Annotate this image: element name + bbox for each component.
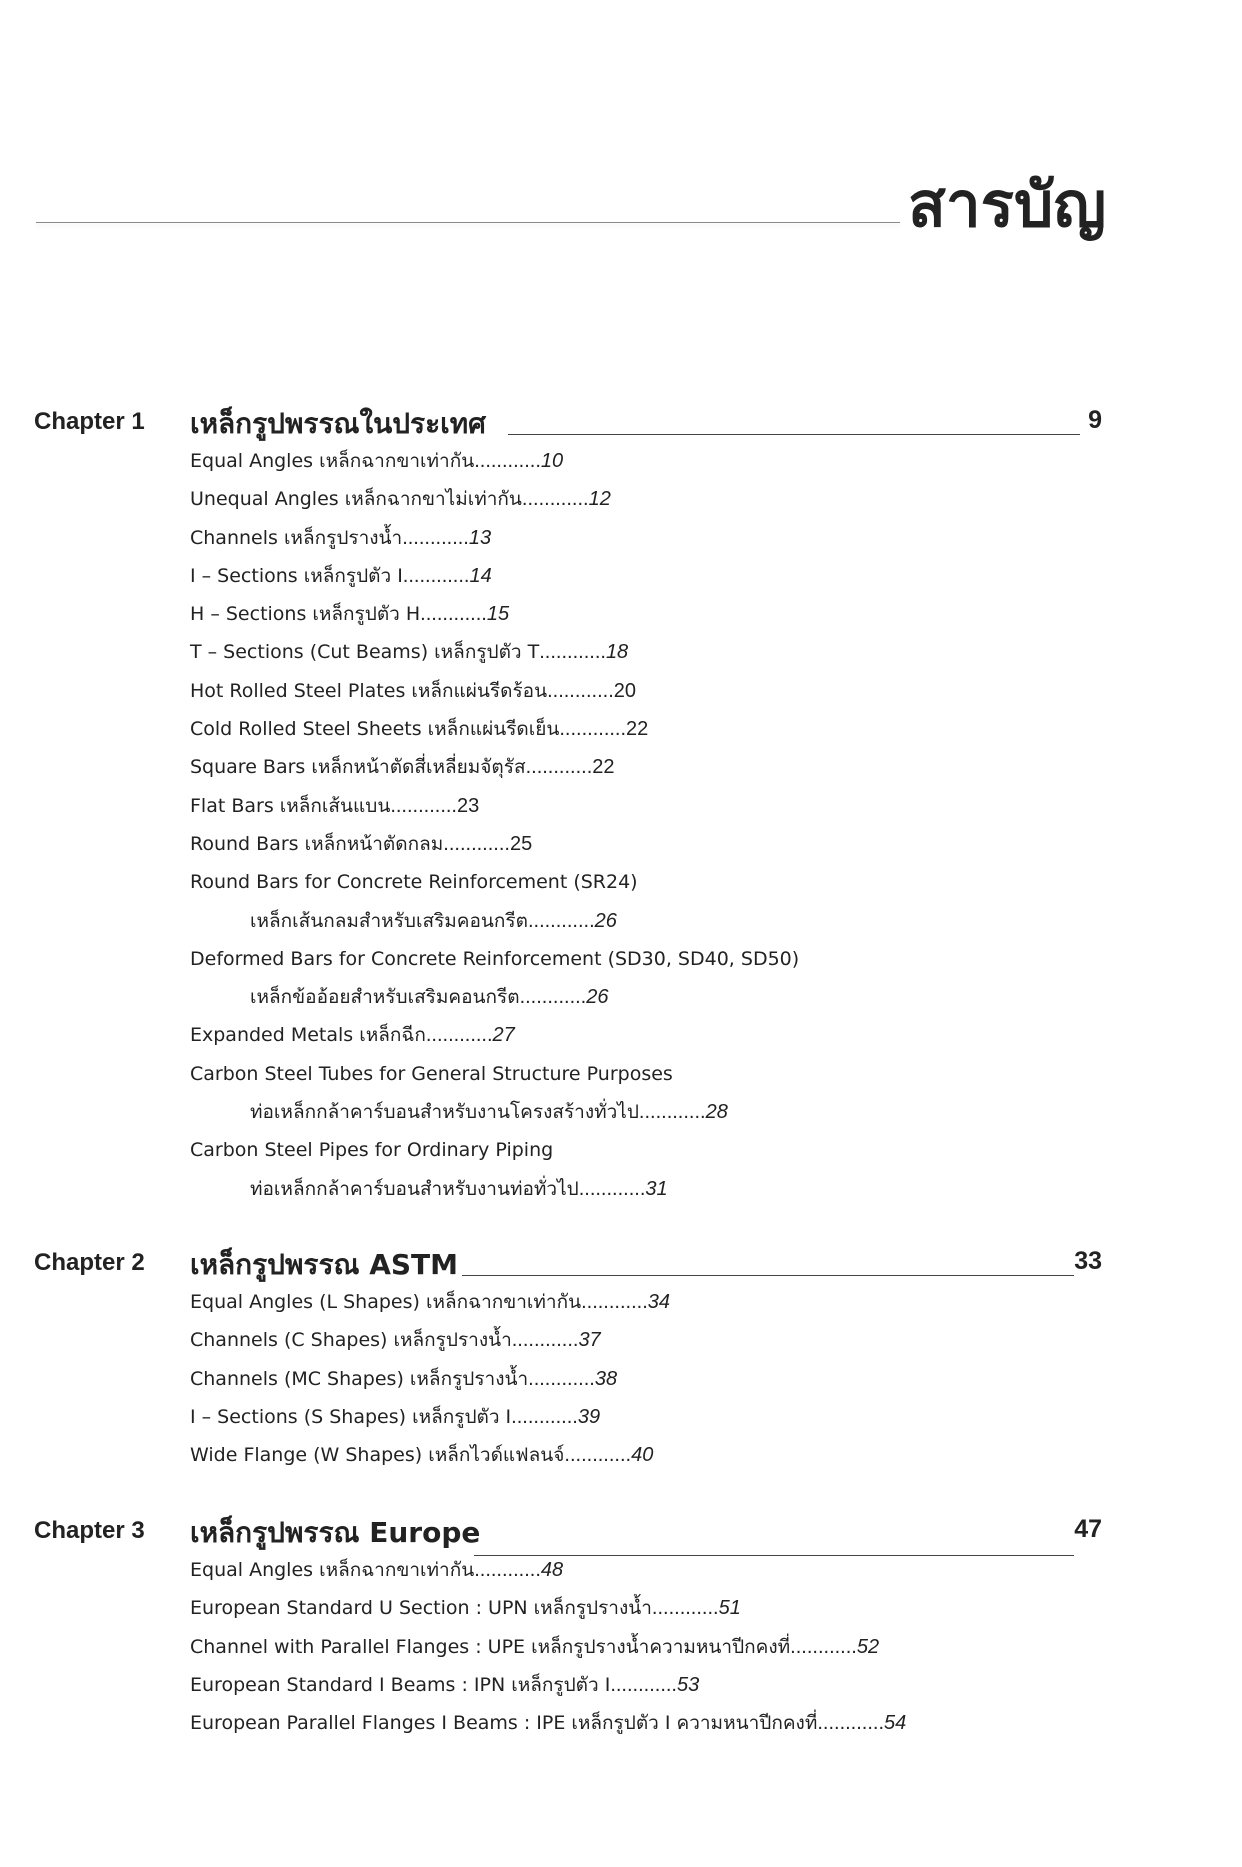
- toc-entry-leader: ............: [817, 1712, 885, 1735]
- toc-entry-leader: ............: [402, 564, 470, 587]
- toc-entry[interactable]: [190, 672, 1242, 710]
- toc-entry-page: 14: [469, 564, 492, 587]
- toc-entry[interactable]: [190, 633, 1242, 671]
- toc-entry-page: 27: [492, 1024, 515, 1047]
- toc-entry[interactable]: [190, 748, 1242, 786]
- toc-entry-leader: ............: [425, 1024, 493, 1047]
- toc-entry-leader: ............: [525, 756, 593, 779]
- toc-entry[interactable]: [190, 863, 1242, 901]
- toc-entry[interactable]: [190, 1704, 1242, 1742]
- toc-entry[interactable]: [190, 1666, 1242, 1704]
- toc-entry-title: I – Sections (S Shapes) เหล็กรูปตัว I: [190, 1405, 512, 1428]
- toc-entry-leader: ............: [610, 1673, 677, 1696]
- toc-entry-title: Expanded Metals เหล็กฉีก: [190, 1024, 426, 1047]
- toc-entry-leader: ............: [581, 1291, 648, 1313]
- toc-entry-title: T – Sections (Cut Beams) เหล็กรูปตัว T: [190, 641, 540, 664]
- toc-entry-title: I – Sections เหล็กรูปตัว I: [190, 564, 403, 587]
- toc-entry[interactable]: [190, 557, 1242, 595]
- toc-entry[interactable]: [190, 480, 1242, 518]
- toc-entry-title: European Parallel Flanges I Beams : IPE เหล็กรูปตัว I ความหนาปีกคงที่: [190, 1712, 818, 1735]
- toc-entry[interactable]: [190, 1398, 1242, 1436]
- toc-entry-page: 54: [884, 1712, 907, 1735]
- chapter-rule: [508, 434, 1080, 435]
- toc-entry-title: European Standard I Beams : IPN เหล็กรูปตัว I: [190, 1673, 611, 1696]
- toc-entry-leader: ............: [390, 794, 457, 817]
- toc-entry-leader: ............: [474, 1559, 541, 1581]
- toc-entry[interactable]: [250, 978, 1242, 1016]
- toc-entry-leader: ............: [402, 526, 469, 549]
- toc-entry-leader: ............: [521, 488, 589, 511]
- toc-entry[interactable]: [190, 940, 1242, 978]
- toc-entry-title: Wide Flange (W Shapes) เหล็กไวด์แฟลนจ์: [190, 1444, 565, 1467]
- toc-entry[interactable]: [190, 1283, 1242, 1321]
- toc-entry-title: ท่อเหล็กกล้าคาร์บอนสำหรับงานท่อทั่วไป: [250, 1177, 579, 1200]
- chapter-heading[interactable]: [0, 1511, 1242, 1551]
- toc-entry-title: Channels (MC Shapes) เหล็กรูปรางน้ำ: [190, 1367, 529, 1390]
- toc-entry[interactable]: [190, 825, 1242, 863]
- toc-entry[interactable]: [190, 1055, 1242, 1093]
- toc-entry-page: 22: [592, 756, 615, 779]
- toc-entry-title: Hot Rolled Steel Plates เหล็กแผ่นรีดร้อน: [190, 679, 548, 702]
- toc-entry-title: Channels เหล็กรูปรางน้ำ: [190, 526, 403, 549]
- toc-entry-page: 13: [468, 526, 492, 549]
- toc-entry-page: 38: [594, 1367, 618, 1390]
- toc-entry[interactable]: [250, 1093, 1242, 1131]
- toc-entry-page: 28: [705, 1101, 728, 1124]
- toc-entry-page: 40: [631, 1444, 654, 1467]
- toc-entry-title: Unequal Angles เหล็กฉากขาไม่เท่ากัน: [190, 488, 522, 511]
- toc-entry-page: 26: [586, 986, 609, 1009]
- toc-entry-page: 53: [677, 1673, 700, 1696]
- toc-entry-title: European Standard U Section : UPN เหล็กรูปรางน้ำ: [190, 1597, 652, 1620]
- toc-entry[interactable]: [190, 710, 1242, 748]
- toc-entry-leader: ............: [539, 641, 606, 664]
- toc-entry-page: 51: [718, 1597, 741, 1620]
- toc-entry-leader: ............: [420, 603, 487, 626]
- toc-entry[interactable]: [190, 1131, 1242, 1169]
- page-title: สารบัญ: [908, 168, 1107, 241]
- toc-entry[interactable]: [190, 1321, 1242, 1359]
- toc-entry-page: 18: [605, 641, 629, 664]
- toc-entry-leader: ............: [519, 986, 587, 1009]
- chapter-title: เหล็กรูปพรรณ Europe: [190, 1516, 481, 1549]
- toc-entry-page: 23: [457, 794, 480, 817]
- toc-entry-page: 12: [588, 488, 611, 511]
- chapter-entries: [0, 442, 1242, 1208]
- chapter-title: เหล็กรูปพรรณ ASTM: [190, 1248, 459, 1281]
- toc-entry-title: Equal Angles (L Shapes) เหล็กฉากขาเท่ากัน: [190, 1291, 582, 1313]
- toc-entry-page: 52: [856, 1635, 880, 1658]
- toc-entry-title: Round Bars for Concrete Reinforcement (SR24): [190, 871, 638, 894]
- toc-entry-leader: ............: [511, 1405, 578, 1428]
- toc-entry-page: 37: [578, 1329, 601, 1352]
- chapter-rule: [462, 1275, 1074, 1276]
- toc-entry-title: Carbon Steel Pipes for Ordinary Piping: [190, 1139, 554, 1162]
- toc-entry-title: Equal Angles เหล็กฉากขาเท่ากัน: [190, 450, 475, 472]
- toc-entry-title: Flat Bars เหล็กเส้นแบน: [190, 794, 391, 817]
- toc-entry-title: ท่อเหล็กกล้าคาร์บอนสำหรับงานโครงสร้างทั่วไป: [250, 1101, 639, 1124]
- header-rule: [36, 222, 900, 223]
- toc-entry-leader: ............: [511, 1329, 579, 1352]
- toc-entry-title: Cold Rolled Steel Sheets เหล็กแผ่นรีดเย็น: [190, 718, 560, 741]
- chapter-page-number: 33: [1074, 1247, 1102, 1275]
- toc-entry[interactable]: [250, 902, 1242, 940]
- chapter-heading[interactable]: [0, 1243, 1242, 1283]
- toc-entry-leader: ............: [790, 1635, 857, 1658]
- toc-entry[interactable]: [190, 442, 1242, 480]
- toc-entry-title: Equal Angles เหล็กฉากขาเท่ากัน: [190, 1559, 475, 1581]
- toc-entry-leader: ............: [578, 1177, 646, 1200]
- toc-entry-page: 25: [509, 832, 533, 855]
- toc-header: [36, 160, 1106, 250]
- chapter-label: Chapter 2: [34, 1249, 145, 1276]
- toc-entry-leader: ............: [527, 909, 595, 932]
- toc-entry-title: Channels (C Shapes) เหล็กรูปรางน้ำ: [190, 1329, 512, 1352]
- toc-entry-leader: ............: [651, 1597, 719, 1620]
- toc-entry-leader: ............: [564, 1444, 632, 1467]
- toc-entry[interactable]: [190, 787, 1242, 825]
- chapter-page-number: 9: [1088, 406, 1102, 434]
- chapter-section: [0, 1243, 1242, 1474]
- toc-entry-leader: ............: [547, 679, 614, 702]
- toc-entry[interactable]: [190, 1589, 1242, 1627]
- toc-entry-title: เหล็กเส้นกลมสำหรับเสริมคอนกรีต: [250, 909, 528, 932]
- toc-entry-leader: ............: [443, 832, 510, 855]
- toc-entry-leader: ............: [474, 450, 541, 472]
- toc-entry[interactable]: [190, 1016, 1242, 1054]
- chapter-entries: [0, 1551, 1242, 1742]
- toc-entry[interactable]: [190, 519, 1242, 557]
- toc-entry[interactable]: [190, 1628, 1242, 1666]
- toc-entry-page: 39: [577, 1405, 601, 1428]
- toc-entry-title: H – Sections เหล็กรูปตัว H: [190, 603, 421, 626]
- toc-entry[interactable]: [250, 1170, 1242, 1208]
- toc-entry[interactable]: [190, 1360, 1242, 1398]
- chapter-section: [0, 1511, 1242, 1742]
- toc-entry-page: 34: [647, 1291, 671, 1313]
- toc-entry-page: 15: [486, 603, 510, 626]
- toc-entry-title: Square Bars เหล็กหน้าตัดสี่เหลี่ยมจัตุรัส: [190, 756, 526, 779]
- toc-entry-page: 20: [613, 679, 637, 702]
- toc-entry[interactable]: [190, 595, 1242, 633]
- chapter-label: Chapter 1: [34, 408, 145, 435]
- toc-entry-title: Deformed Bars for Concrete Reinforcement (SD30, SD40, SD50): [190, 947, 800, 970]
- chapter-page-number: 47: [1074, 1515, 1102, 1543]
- toc-entry-title: เหล็กข้ออ้อยสำหรับเสริมคอนกรีต: [250, 986, 520, 1009]
- toc-entry-title: Carbon Steel Tubes for General Structure Purposes: [190, 1062, 673, 1085]
- toc-entry-title: Channel with Parallel Flanges : UPE เหล็กรูปรางน้ำความหนาปีกคงที่: [190, 1635, 791, 1658]
- toc-entry-page: 26: [594, 909, 617, 932]
- chapter-label: Chapter 3: [34, 1517, 145, 1544]
- chapter-entries: [0, 1283, 1242, 1474]
- toc-entry-page: 22: [626, 718, 649, 741]
- toc-entry-title: Round Bars เหล็กหน้าตัดกลม: [190, 832, 444, 855]
- toc-entry-leader: ............: [638, 1101, 706, 1124]
- toc-entry[interactable]: [190, 1436, 1242, 1474]
- chapter-title: เหล็กรูปพรรณในประเทศ: [190, 407, 486, 440]
- chapter-heading[interactable]: [0, 402, 1242, 442]
- toc-entry-page: 31: [645, 1177, 668, 1200]
- toc-entry-leader: ............: [528, 1367, 595, 1390]
- toc-entry[interactable]: [190, 1551, 1242, 1589]
- chapter-section: [0, 402, 1242, 1208]
- toc-entry-page: 10: [540, 450, 564, 472]
- toc-entry-leader: ............: [559, 718, 627, 741]
- toc-entry-page: 48: [540, 1559, 564, 1581]
